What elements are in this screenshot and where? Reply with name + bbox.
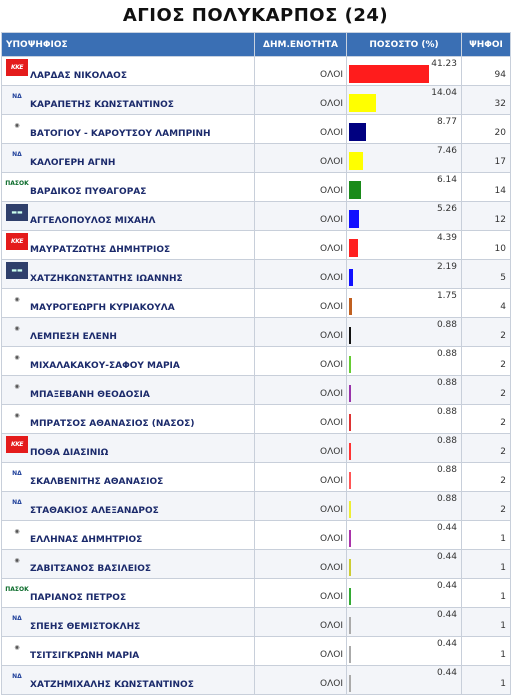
percentage-cell — [347, 550, 462, 579]
kke-logo-icon: KKE — [6, 233, 28, 250]
municipal-unit: ΟΛΟΙ — [255, 289, 347, 318]
candidate-cell — [2, 550, 255, 579]
candidate-cell — [2, 492, 255, 521]
votes-count: 94 — [462, 57, 511, 86]
percentage-bar — [349, 646, 351, 663]
pasok-logo-icon: ΠΑΣΟΚ — [5, 586, 29, 593]
table-row[interactable] — [2, 347, 511, 376]
percentage-bar — [349, 617, 351, 634]
percentage-cell — [347, 173, 462, 202]
candidate-cell — [2, 376, 255, 405]
candidate-cell — [2, 202, 255, 231]
municipal-unit: ΟΛΟΙ — [255, 260, 347, 289]
candidate-cell — [2, 463, 255, 492]
percentage-bar — [349, 530, 351, 547]
candidate-cell — [2, 260, 255, 289]
municipal-unit: ΟΛΟΙ — [255, 202, 347, 231]
candidate-name[interactable]: ΖΑΒΙΤΣΑΝΟΣ ΒΑΣΙΛΕΙΟΣ — [30, 564, 151, 574]
votes-count: 4 — [462, 289, 511, 318]
municipal-unit: ΟΛΟΙ — [255, 57, 347, 86]
party-logo-icon: ΝΔ — [12, 151, 22, 158]
percentage-bar — [349, 443, 351, 460]
percentage-bar — [349, 327, 351, 344]
party-emblem-icon: ◉ — [14, 122, 20, 129]
votes-count: 5 — [462, 260, 511, 289]
votes-count: 32 — [462, 86, 511, 115]
percentage-bar — [349, 414, 351, 431]
candidate-name[interactable]: ΕΛΛΗΝΑΣ ΔΗΜΗΤΡΙΟΣ — [30, 535, 143, 545]
municipal-unit: ΟΛΟΙ — [255, 492, 347, 521]
votes-count: 14 — [462, 173, 511, 202]
percentage-bar — [349, 123, 366, 141]
party-logo-icon: ΝΔ — [12, 673, 22, 680]
candidate-cell — [2, 289, 255, 318]
percentage-value: 0.44 — [436, 668, 457, 678]
candidate-cell — [2, 521, 255, 550]
percentage-bar — [349, 152, 363, 170]
party-emblem-icon: ◉ — [14, 528, 20, 535]
candidate-cell — [2, 434, 255, 463]
percentage-value: 0.88 — [436, 436, 457, 446]
party-banner-icon: ▬▬ — [6, 262, 28, 279]
table-row[interactable] — [2, 144, 511, 173]
table-row[interactable] — [2, 492, 511, 521]
votes-count: 1 — [462, 608, 511, 637]
municipal-unit: ΟΛΟΙ — [255, 405, 347, 434]
candidate-cell — [2, 144, 255, 173]
candidate-name[interactable]: ΣΠΕΗΣ ΘΕΜΙΣΤΟΚΛΗΣ — [30, 622, 141, 632]
candidate-name[interactable]: ΧΑΤΖΗΚΩΝΣΤΑΝΤΗΣ ΙΩΑΝΝΗΣ — [30, 274, 183, 284]
municipal-unit: ΟΛΟΙ — [255, 463, 347, 492]
table-row[interactable] — [2, 550, 511, 579]
table-row[interactable] — [2, 579, 511, 608]
candidate-cell — [2, 318, 255, 347]
candidate-cell — [2, 608, 255, 637]
candidate-name[interactable]: ΤΣΙΤΣΙΓΚΡΩΝΗ ΜΑΡΙΑ — [30, 651, 140, 661]
votes-count: 10 — [462, 231, 511, 260]
candidate-name[interactable]: ΣΚΑΛΒΕΝΙΤΗΣ ΑΘΑΝΑΣΙΟΣ — [30, 477, 164, 487]
votes-count: 1 — [462, 579, 511, 608]
percentage-bar — [349, 269, 353, 286]
table-row[interactable] — [2, 260, 511, 289]
party-emblem-icon: ◉ — [14, 296, 20, 303]
kke-logo-icon: KKE — [6, 59, 28, 76]
header-votes[interactable]: ΨΗΦΟΙ — [462, 33, 511, 57]
table-row[interactable] — [2, 231, 511, 260]
percentage-bar — [349, 298, 352, 315]
percentage-bar — [349, 94, 376, 112]
percentage-cell — [347, 231, 462, 260]
percentage-value: 0.88 — [436, 407, 457, 417]
party-banner-icon: ▬▬ — [6, 204, 28, 221]
votes-count: 2 — [462, 434, 511, 463]
percentage-value: 0.44 — [436, 639, 457, 649]
party-logo-icon: ΝΔ — [12, 93, 22, 100]
candidate-cell — [2, 637, 255, 666]
percentage-bar — [349, 181, 361, 199]
percentage-value: 0.44 — [436, 523, 457, 533]
percentage-bar — [349, 356, 351, 373]
votes-count: 2 — [462, 463, 511, 492]
table-header-row — [2, 33, 511, 57]
candidate-name[interactable]: ΚΑΛΟΓΕΡΗ ΑΓΝΗ — [30, 158, 116, 168]
percentage-cell — [347, 463, 462, 492]
page-title: ΑΓΙΟΣ ΠΟΛΥΚΑΡΠΟΣ (24) — [122, 5, 389, 26]
municipal-unit: ΟΛΟΙ — [255, 666, 347, 695]
percentage-value: 0.44 — [436, 552, 457, 562]
candidate-cell — [2, 115, 255, 144]
percentage-cell — [347, 318, 462, 347]
percentage-cell — [347, 86, 462, 115]
party-emblem-icon: ◉ — [14, 557, 20, 564]
percentage-cell — [347, 376, 462, 405]
percentage-bar — [349, 210, 359, 228]
votes-count: 1 — [462, 521, 511, 550]
header-candidate[interactable]: ΥΠΟΨΗΦΙΟΣ — [2, 33, 255, 57]
percentage-value: 0.44 — [436, 610, 457, 620]
table-row[interactable] — [2, 608, 511, 637]
table-row[interactable] — [2, 521, 511, 550]
percentage-value: 0.88 — [436, 320, 457, 330]
percentage-value: 4.39 — [436, 233, 457, 243]
municipal-unit: ΟΛΟΙ — [255, 637, 347, 666]
municipal-unit: ΟΛΟΙ — [255, 608, 347, 637]
percentage-bar — [349, 588, 351, 605]
candidate-name[interactable]: ΜΑΥΡΑΤΖΩΤΗΣ ΔΗΜΗΤΡΙΟΣ — [30, 245, 171, 255]
percentage-cell — [347, 202, 462, 231]
candidate-cell — [2, 579, 255, 608]
percentage-cell — [347, 144, 462, 173]
votes-count: 2 — [462, 318, 511, 347]
percentage-value: 8.77 — [436, 117, 457, 127]
candidate-cell — [2, 231, 255, 260]
votes-count: 1 — [462, 666, 511, 695]
municipal-unit: ΟΛΟΙ — [255, 115, 347, 144]
percentage-cell — [347, 521, 462, 550]
table-row[interactable] — [2, 115, 511, 144]
votes-count: 2 — [462, 405, 511, 434]
percentage-cell — [347, 434, 462, 463]
votes-count: 1 — [462, 550, 511, 579]
percentage-value: 0.88 — [436, 465, 457, 475]
candidate-name[interactable]: ΣΤΑΘΑΚΙΟΣ ΑΛΕΞΑΝΔΡΟΣ — [30, 506, 159, 516]
municipal-unit: ΟΛΟΙ — [255, 434, 347, 463]
candidate-name[interactable]: ΜΠΡΑΤΣΟΣ ΑΘΑΝΑΣΙΟΣ (ΝΑΣΟΣ) — [30, 419, 195, 429]
votes-count: 12 — [462, 202, 511, 231]
percentage-cell — [347, 57, 462, 86]
party-logo-icon: ΝΔ — [12, 615, 22, 622]
municipal-unit: ΟΛΟΙ — [255, 550, 347, 579]
percentage-cell — [347, 608, 462, 637]
candidate-cell — [2, 405, 255, 434]
candidate-name[interactable]: ΒΑΤΟΓΙΟΥ - ΚΑΡΟΥΤΣΟΥ ΛΑΜΠΡΙΝΗ — [30, 129, 211, 139]
percentage-cell — [347, 347, 462, 376]
percentage-value: 41.23 — [431, 59, 457, 69]
percentage-bar — [349, 239, 358, 257]
municipal-unit: ΟΛΟΙ — [255, 144, 347, 173]
percentage-value: 1.75 — [436, 291, 457, 301]
votes-count: 2 — [462, 347, 511, 376]
votes-count: 2 — [462, 376, 511, 405]
municipal-unit: ΟΛΟΙ — [255, 347, 347, 376]
table-row[interactable] — [2, 57, 511, 86]
party-emblem-icon: ◉ — [14, 644, 20, 651]
candidate-name[interactable]: ΚΑΡΑΠΕΤΗΣ ΚΩΝΣΤΑΝΤΙΝΟΣ — [30, 100, 174, 110]
municipal-unit: ΟΛΟΙ — [255, 173, 347, 202]
percentage-value: 6.14 — [436, 175, 457, 185]
municipal-unit: ΟΛΟΙ — [255, 521, 347, 550]
header-municipal-unit[interactable]: ΔΗΜ.ΕΝΟΤΗΤΑ — [255, 33, 347, 57]
candidate-name[interactable]: ΠΟΘΑ ΔΙΑΣΙΝΙΩ — [30, 448, 109, 458]
percentage-value: 7.46 — [436, 146, 457, 156]
candidate-name[interactable]: ΜΠΑΞΕΒΑΝΗ ΘΕΟΔΟΣΙΑ — [30, 390, 150, 400]
percentage-bar — [349, 385, 351, 402]
party-logo-icon: ΝΔ — [12, 499, 22, 506]
table-row[interactable] — [2, 463, 511, 492]
header-percentage[interactable]: ΠΟΣΟΣΤΟ (%) — [347, 33, 462, 57]
municipal-unit: ΟΛΟΙ — [255, 318, 347, 347]
table-row[interactable] — [2, 405, 511, 434]
percentage-value: 0.44 — [436, 581, 457, 591]
candidate-name[interactable]: ΜΑΥΡΟΓΕΩΡΓΗ ΚΥΡΙΑΚΟΥΛΑ — [30, 303, 175, 313]
votes-count: 17 — [462, 144, 511, 173]
table-row[interactable] — [2, 637, 511, 666]
votes-count: 20 — [462, 115, 511, 144]
percentage-cell — [347, 579, 462, 608]
table-row[interactable] — [2, 289, 511, 318]
percentage-value: 0.88 — [436, 378, 457, 388]
percentage-value: 0.88 — [436, 349, 457, 359]
percentage-value: 5.26 — [436, 204, 457, 214]
votes-count: 2 — [462, 492, 511, 521]
candidate-name[interactable]: ΠΑΡΙΑΝΟΣ ΠΕΤΡΟΣ — [30, 593, 127, 603]
percentage-value: 2.19 — [436, 262, 457, 272]
percentage-bar — [349, 559, 351, 576]
municipal-unit: ΟΛΟΙ — [255, 86, 347, 115]
table-row[interactable] — [2, 376, 511, 405]
percentage-cell — [347, 492, 462, 521]
candidate-cell — [2, 86, 255, 115]
candidate-cell — [2, 347, 255, 376]
percentage-cell — [347, 666, 462, 695]
percentage-bar — [349, 675, 351, 692]
table-row[interactable] — [2, 666, 511, 695]
percentage-bar — [349, 472, 351, 489]
percentage-value: 0.88 — [436, 494, 457, 504]
votes-count: 1 — [462, 637, 511, 666]
party-logo-icon: ΝΔ — [12, 470, 22, 477]
candidate-cell — [2, 57, 255, 86]
results-table — [1, 32, 511, 695]
candidate-cell — [2, 666, 255, 695]
pasok-logo-icon: ΠΑΣΟΚ — [5, 180, 29, 187]
party-emblem-icon: ◉ — [14, 325, 20, 332]
candidate-name[interactable]: ΑΓΓΕΛΟΠΟΥΛΟΣ ΜΙΧΑΗΛ — [30, 216, 156, 226]
party-emblem-icon: ◉ — [14, 383, 20, 390]
table-row[interactable] — [2, 173, 511, 202]
percentage-value: 14.04 — [431, 88, 457, 98]
percentage-bar — [349, 65, 429, 83]
percentage-cell — [347, 260, 462, 289]
table-row[interactable] — [2, 318, 511, 347]
percentage-cell — [347, 405, 462, 434]
party-emblem-icon: ◉ — [14, 412, 20, 419]
percentage-cell — [347, 115, 462, 144]
municipal-unit: ΟΛΟΙ — [255, 579, 347, 608]
municipal-unit: ΟΛΟΙ — [255, 376, 347, 405]
table-row[interactable] — [2, 434, 511, 463]
kke-logo-icon: KKE — [6, 436, 28, 453]
table-row[interactable] — [2, 202, 511, 231]
percentage-cell — [347, 637, 462, 666]
candidate-name[interactable]: ΛΑΡΔΑΣ ΝΙΚΟΛΑΟΣ — [30, 71, 127, 81]
candidate-name[interactable]: ΧΑΤΖΗΜΙΧΑΛΗΣ ΚΩΝΣΤΑΝΤΙΝΟΣ — [30, 680, 194, 690]
candidate-name[interactable]: ΒΑΡΔΙΚΟΣ ΠΥΘΑΓΟΡΑΣ — [30, 187, 147, 197]
party-emblem-icon: ◉ — [14, 354, 20, 361]
percentage-cell — [347, 289, 462, 318]
table-row[interactable] — [2, 86, 511, 115]
candidate-name[interactable]: ΛΕΜΠΕΣΗ ΕΛΕΝΗ — [30, 332, 117, 342]
candidate-name[interactable]: ΜΙΧΑΛΑΚΑΚΟΥ-ΣΑΦΟΥ ΜΑΡΙΑ — [30, 361, 180, 371]
municipal-unit: ΟΛΟΙ — [255, 231, 347, 260]
percentage-bar — [349, 501, 351, 518]
candidate-cell — [2, 173, 255, 202]
